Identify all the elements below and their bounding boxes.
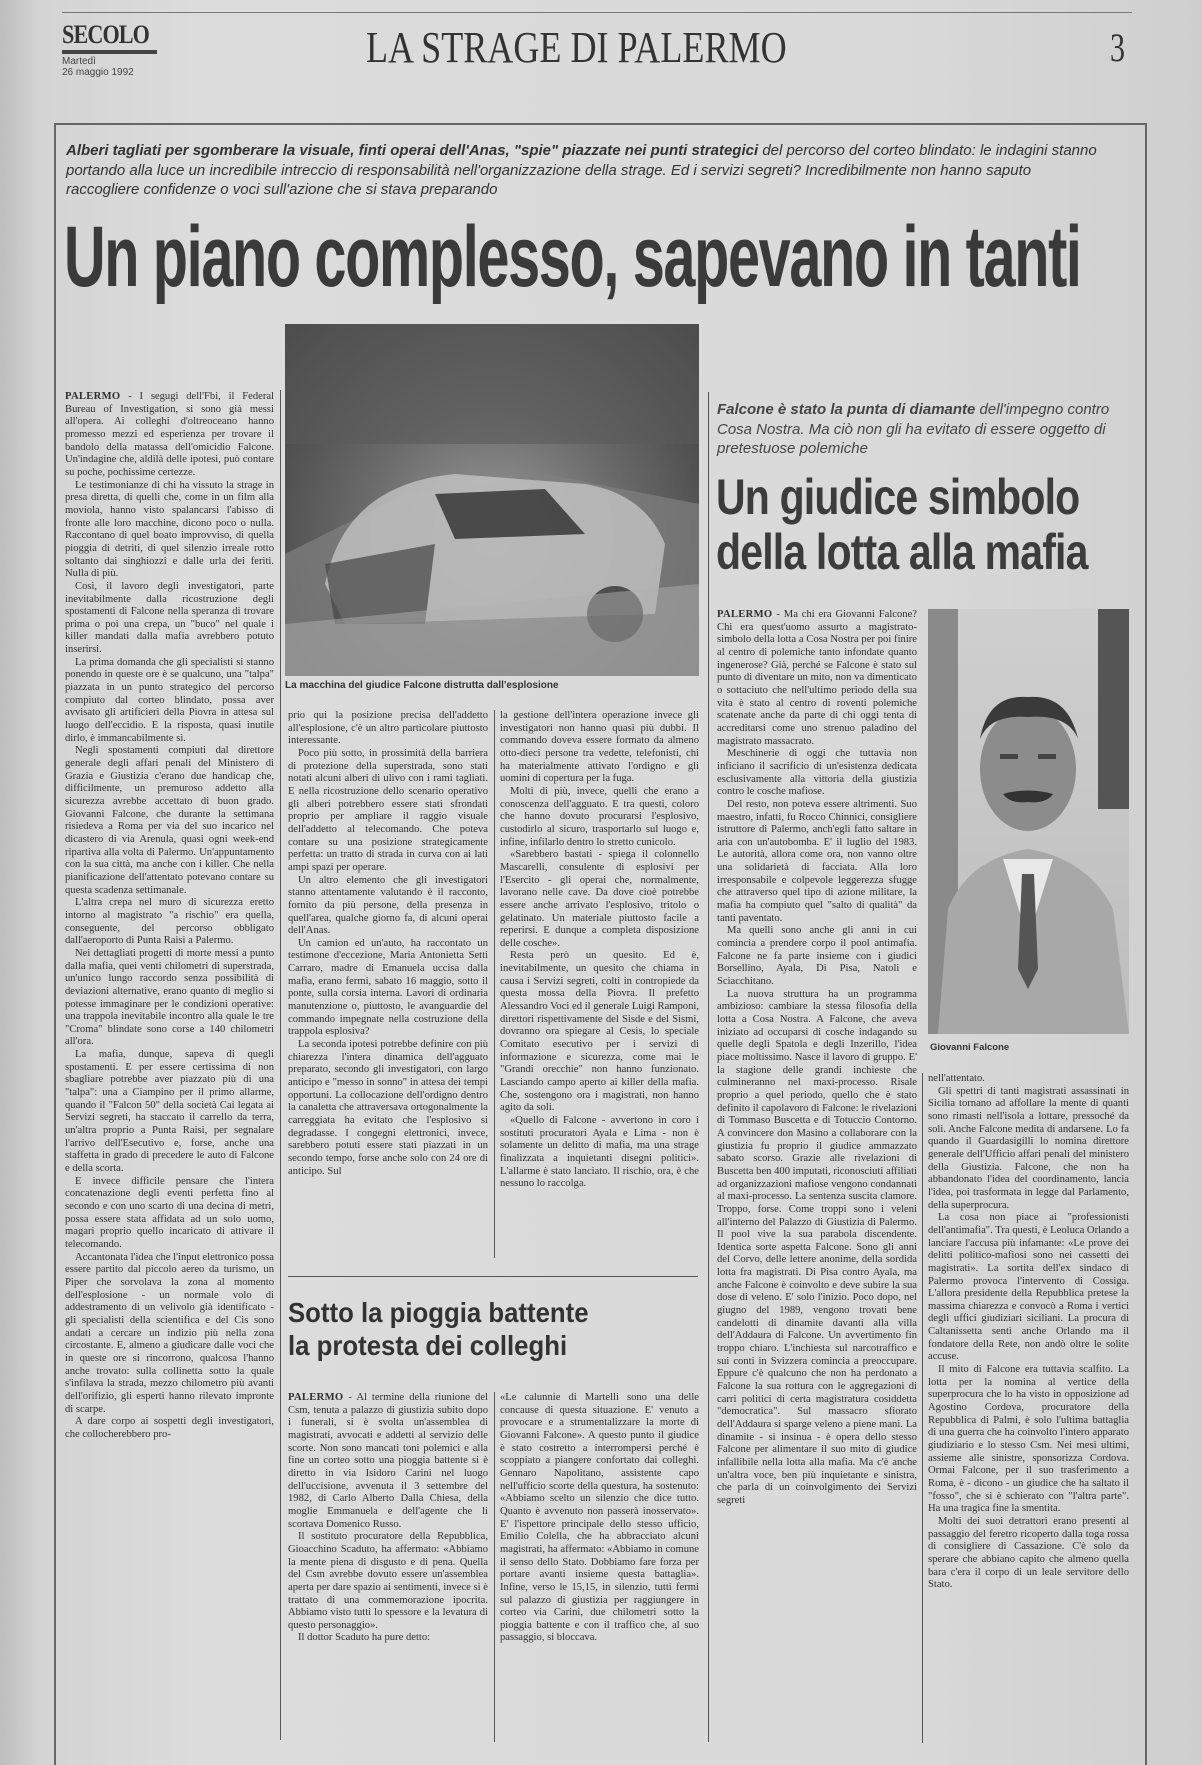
column-rule	[494, 1392, 495, 1742]
main-deck	[66, 141, 1106, 200]
section-rule	[288, 1276, 698, 1277]
wrecked-car-image	[285, 324, 699, 676]
paragraph: prio qui la posizione precisa dell'addetto all'esplosione, c'è un altro particolare piuttosto interessante.	[288, 710, 488, 747]
profile-headline	[716, 470, 1088, 580]
dateline: PALERMO	[65, 391, 121, 402]
headline-line: della lotta alla mafia	[716, 524, 1088, 580]
profile-article-column-2	[928, 1073, 1129, 1743]
paragraph: La mafia, dunque, sapeva di quegli spostamenti. E per essere certissima di non sbagliare potrebbe aver piazzato più di una "talpa": una a Ciampino per il primo allarme, quando il "Falcon 50" della società Cai legata ai Servizi segreti, ha staccato il carrello da terra, un'altra proprio a Punta Raisi, per segnalare l'arrivo dell'Esecutivo e, forse, anche una staffetta in grado di precedere le auto di Falcone e della scorta.	[65, 1049, 274, 1175]
paragraph: Molti di più, invece, quelli che erano a conoscenza dell'agguato. E tra questi, coloro che hanno dovuto procurarsi l'esplosivo, custodirlo al sicuro, trasportarlo sul luogo e, infine, infilarlo dentro lo stretto cunicolo.	[500, 785, 699, 848]
car-photo-caption: La macchina del giudice Falcone distrutta dall'esplosione	[285, 680, 559, 691]
paragraph: La seconda ipotesi potrebbe definire con più chiarezza l'intera dinamica dell'agguato preparato, secondo gli investigatori, con largo anticipo e "messo in sonno" in attesa dei tempi opportuni. La collocazione dell'ordigno dentro la canaletta che attraversava ortogonalmente la carreggiata ha evitato che l'esplosivo si degradasse. I congegni elettronici, invece, sarebbero potuti essere stati piazzati in un secondo tempo, forse anche solo con 24 ore di anticipo. Sul	[288, 1039, 488, 1177]
paragraph: A dare corpo ai sospetti degli investigatori, che collocherebbero pro-	[65, 1416, 274, 1440]
deck-regular: del percorso del corteo blindato: le indagini stanno portando alla luce un incredibile intreccio di responsabilità nell'organizzazione della strage. Ed i servizi segreti? Incredibilmente non hanno saputo raccogliere confidenze o voci sull'azione che si stava preparando	[66, 142, 1097, 198]
paragraph: - Ma chi era Giovanni Falcone? Chi era quest'uomo assurto a magistrato-simbolo della lotta a Cosa Nostra per poi finire al centro di polemiche tanto infondate quanto ingenerose? Già, perché se Falcone è stato sul punto di diventare un mito, non va dimenticato o sottaciuto che nell'ultimo periodo della sua vita è stato al centro di roventi polemiche scatenate anche da parte di chi oggi tenta di accreditarsi come uno strenuo paladino del magistrato massacrato.	[717, 609, 917, 747]
falcone-portrait-photo	[928, 609, 1129, 1034]
paragraph: Meschinerie di oggi che tuttavia non inficiano il sacrificio di un'esistenza dedicata esclusivamente alla vittoria della giustizia contro le cosche mafiose.	[717, 748, 917, 798]
main-article-column-3	[500, 710, 699, 1260]
paragraph: Gli spettri di tanti magistrati assassinati in Sicilia tornano ad affollare la mente di quanti sono rimasti nell'isola a lottare, pressoché da soli. Anche Falcone medita di andarsene. Lo fa quando il Guardasigilli lo nomina direttore generale dell'Ufficio affari penali del ministero della Giustizia. Falcone, che non ha abbandonato l'idea del coordinamento, lancia l'idea, poi trasformata in legge dal Parlamento, della superprocura.	[928, 1085, 1129, 1211]
paragraph: La prima domanda che gli specialisti si stanno ponendo in queste ore è se qualcuno, una "talpa" piazzata in un punto strategico del percorso compiuto dal corteo blindato, possa aver avvisato gli artificieri della Piovra in attesa sul luogo dell'eccidio. E la risposta, quasi inutile dirlo, è immancabilmente sì.	[65, 656, 274, 744]
column-rule	[280, 390, 281, 1740]
paragraph: nell'attentato.	[928, 1073, 985, 1084]
paragraph: Un altro elemento che gli investigatori stanno attentamente valutando è il racconto, fornito da più persone, della presenza in quell'area, qualche giorno fa, di alcuni operai dell'Anas.	[288, 874, 488, 937]
paragraph: E invece difficile pensare che l'intera concatenazione degli eventi perfetta fino al secondo e con uno scarto di una decina di metri, possa essere stata affidata ad un solo uomo, magari proprio quello incaricato di attivare il telecomando.	[65, 1175, 274, 1250]
paragraph: Il sostituto procuratore della Repubblica, Gioacchino Scaduto, ha affermato: «Abbiamo la mente piena di disgusto e di pena. Quella del Csm avrebbe dovuto essere un'assemblea aperta per dare spazio ai sentimenti, invece si è trattato di una commemorazione ipocrita. Abbiamo visto tutti lo spessore e la levatura di questo personaggio».	[288, 1531, 488, 1631]
dateline: PALERMO	[717, 609, 773, 620]
paragraph: Il dottor Scaduto ha pure detto:	[298, 1632, 431, 1644]
column-rule	[494, 710, 495, 1258]
falcone-portrait-image	[928, 609, 1129, 1034]
deck-bold: Falcone è stato la punta di diamante	[717, 401, 976, 418]
masthead-bar	[62, 50, 157, 54]
protest-article-column-2	[500, 1392, 699, 1742]
issue-weekday: Martedì	[62, 56, 96, 67]
paragraph: Del resto, non poteva essere altrimenti. Suo maestro, infatti, fu Rocco Chinnici, consigliere istruttore di Palermo, anch'egli fatto saltare in aria con un'autobomba. E' il luglio del 1983. Le autorità, allora come ora, non vanno oltre una solidarietà di facciata. Alla loro irresponsabile e colpevole leggerezza sfugge che attraverso quel tipo di azione militare, la mafia ha compiuto quel "salto di qualità" da tanti paventato.	[717, 798, 917, 924]
top-rule	[62, 12, 1132, 13]
column-rule	[922, 1073, 923, 1743]
paragraph: Molti dei suoi detrattori erano presenti al passaggio del feretro ricoperto dalla toga rossa di consigliere di Cassazione. C'è solo da sperare che abbiano capito che almeno quella bara c'era il corpo di un leale servitore dello Stato.	[928, 1515, 1129, 1591]
profile-article-column-1	[717, 609, 917, 1744]
page-number: 3	[1110, 25, 1125, 70]
column-rule	[708, 392, 709, 1742]
paragraph: Poco più sotto, in prossimità della barriera di protezione della superstrada, sono stati notati alcuni alberi di ulivo con i rami tagliati. E nella ricostruzione dello scenario operativo gli alberi potrebbero essere stati sfrondati proprio per ampliare il raggio visuale dell'addetto al telecomando. Che poteva contare su una posizione strategicamente perfetta: un tratto di strada in curva con ai lati ampi spazi per operare.	[288, 747, 488, 873]
portrait-caption: Giovanni Falcone	[930, 1042, 1010, 1053]
section-title: LA STRAGE DI PALERMO	[366, 23, 787, 72]
issue-date	[62, 56, 134, 78]
paragraph: - I segugi dell'Fbi, il Federal Bureau of Investigation, si sono già messi all'opera. Ai colleghi d'oltreoceano hanno promesso mezzi ed esperienza per trovare il bandolo della matassa dell'omicidio Falcone. Un'indagine che, aldilà delle ipotesi, può contare su poche, pochissime certezze.	[65, 391, 274, 478]
protest-article-column-1	[288, 1392, 488, 1742]
paragraph: Ma quelli sono anche gli anni in cui comincia a prendere corpo il pool antimafia. Falcone ne fa parte insieme con i giudici Borsellino, Ayala, Di Pisa, Natoli e Sciacchitano.	[717, 925, 917, 988]
paragraph: Un camion ed un'auto, ha raccontato un testimone d'eccezione, Maria Antonietta Setti Carraro, madre di Emanuela uccisa dalla mafia, erano fermi, sabato 16 maggio, sotto il ponte, sulla corsia interna. Lavori di ordinaria manutenzione o, piuttosto, le avanguardie del commando impegnate nella costruzione della trappola esplosiva?	[288, 937, 488, 1038]
newspaper-masthead: SECOLO	[62, 20, 150, 49]
dateline: PALERMO	[288, 1392, 344, 1403]
paragraph: L'altra crepa nel muro di sicurezza eretto intorno al magistrato "a rischio" era quella, conseguente, del percorso obbligato dall'aeroporto di Punta Raisi a Palermo.	[65, 897, 274, 947]
deck-regular: dell'impegno contro Cosa Nostra. Ma ciò non gli ha evitato di essere oggetto di pretestuose polemiche	[717, 401, 1110, 457]
paragraph: «Le calunnie di Martelli sono una delle concause di questa situazione. E' venuto a provocare e a strumentalizzare la morte di Giovanni Falcone». A questo punto il giudice è stato costretto a interrompersi perché è scoppiato a piangere confortato dai colleghi. Gennaro Napolitano, assistente capo nell'ufficio scorte della questura, ha sostenuto: «Abbiamo scelto un silenzio che dice tutto. Quanto è avvenuto non passerà inosservato». E' l'ispettore principale dello stesso ufficio, Emilio Colella, che ha abbracciato alcuni magistrati, ha affermato: «Abbiamo in comune il senso dello Stato. Dobbiamo fare forza per portare avanti insieme questa battaglia». Infine, verso le 15,15, in silenzio, tutti fermi sul palazzo di giustizia per raggiungere in corteo via Carini, due chilometri sotto la pioggia battente e con il traffico che, al suo passaggio, si bloccava.	[500, 1392, 699, 1644]
issue-date-text: 26 maggio 1992	[62, 67, 134, 78]
paragraph: Le testimonianze di chi ha vissuto la strage in presa diretta, di quelli che, come in un film alla moviola, hanno visto spalancarsi l'abisso di fronte alle loro macchine, dicono poco o nulla. Raccontano di quel boato improvviso, di quella pioggia di detriti, di quel silenzio irreale rotto soltanto dai singhiozzi e dalle urla dei feriti. Nulla di più.	[65, 479, 274, 580]
paragraph: - Al termine della riunione del Csm, tenuta a palazzo di giustizia subito dopo i funerali, si è svolta un'assemblea di magistrati, avvocati e addetti al servizio delle scorte. Non sono mancati toni polemici e alla fine un corteo sotto una pioggia battente si è diretto in via Isidoro Carini nel luogo dell'uccisione, avvenuta il 3 settembre del 1982, di Carlo Alberto Dalla Chiesa, della moglie Emmanuela e dell'agente che li scortava Domenico Russo.	[288, 1392, 488, 1530]
wrecked-car-photo	[285, 324, 699, 676]
protest-headline	[288, 1296, 589, 1362]
deck-bold: Alberi tagliati per sgomberare la visuale, finti operai dell'Anas, "spie" piazzate nei punti strategici	[66, 142, 759, 159]
paragraph: La nuova struttura ha un programma ambizioso: cambiare la stessa filosofia della lotta a Cosa Nostra. A Falcone, che aveva iniziato ad occuparsi di cosche indagando su quelle degli Spatola e degli Inzerillo, l'idea piace moltissimo. Nasce il lavoro di gruppo. E' la stagione delle grandi inchieste che culmineranno nel maxi-processo. Risale proprio a quel periodo, quello che è stato definito il capolavoro di Falcone: le rivelazioni di Tommaso Buscetta e di Totuccio Contorno. A convincere don Masino a collaborare con la giustizia fu proprio il giudice ammazzato sabato scorso. Grazie alle rivelazioni di Buscetta ben 400 imputati, riconosciuti affiliati ad organizzazioni mafiose vengono condannati al maxi-processo. La sentenza suscita clamore. Troppo, forse. Come troppi sono i veleni all'interno del Palazzo di Giustizia di Palermo. Il pool vive la sua parabola discendente. Identica sorte aspetta Falcone. Sono gli anni del Corvo, delle lettere anonime, della sordida lotta fra magistrati. Di Pisa contro Ayala, ma anche Falcone è coinvolto e deve subire la sua dose di veleno. E' solo l'inizio. Poco dopo, nel giugno del 1989, vengono trovati bene candelotti di dinamite davanti alla villa dell'Addaura di Falcone. Un avvertimento fin troppo chiaro. L'inchiesta sul narcotraffico e sui conti in Svizzera comincia a preoccupare. Eppure c'è qualcuno che non ha perdonato a Falcone la sua rottura con le aggregazioni di carri politici di certa magistratura cosiddetta "democratica". Sul massacro sfiorato dell'Addaura si sparge veleno a piene mani. La dinamite - si insinua - è opera dello stesso Falcone per alimentare il suo mito di giudice infallibile nella lotta alla mafia. Ma c'è anche un'altra voce, ben più inquietante e sinistra, che parla di un coinvolgimento dei Servizi segreti	[717, 988, 917, 1506]
headline-line: Un giudice simbolo	[716, 469, 1080, 525]
profile-deck	[717, 400, 1117, 459]
paragraph: Il mito di Falcone era tuttavia scalfito. La lotta per la nomina al vertice della superprocura che lo ha visto in opposizione ad Agostino Cordova, procuratore della Repubblica di Palmi, è solo l'ultima battaglia di una guerra che ha coinvolto l'intero apparato giudiziario e lo stesso Csm. Nei mesi ultimi, assieme alle sinistre, sponsorizza Cordova. Ormai Falcone, per il suo trasferimento a Roma, è - dicono - un giudice che ha saltato il "fosso", che si è schierato con "l'altra parte". Ha una tragica fine la smentita.	[928, 1364, 1129, 1515]
paragraph: La cosa non piace ai "professionisti dell'antimafia". Tra questi, è Leoluca Orlando a lanciare l'accusa più infamante: «Le prove dei delitti politico-mafiosi sono nei cassetti dei magistrati». La sortita dell'ex sindaco di Palermo provoca l'intervento di Cossiga. L'allora presidente della Repubblica pretese la massima chiarezza e convocò a Roma i vertici degli uffici giudiziari siciliani. La procura di Caltanissetta sentì anche Orlando ma il fondatore della Rete, non andò oltre le solite accuse.	[928, 1212, 1129, 1363]
main-headline: Un piano complesso, sapevano in tanti	[64, 209, 1081, 305]
paragraph: «Quello di Falcone - avvertono in coro i sostituti procuratori Ayala e Lima - non è solamente un delitto di mafia, ma una strage finalizzata a inquietanti disegni politici». L'allarme è stato lanciato. Il rischio, ora, è che nessuno lo raccolga.	[500, 1115, 699, 1190]
main-article-column-2	[288, 710, 488, 1260]
paragraph: Nei dettagliati progetti di morte messi a punto dalla mafia, quei venti chilometri di superstrada, un'unico lungo raccordo senza possibilità di deviazioni alternative, erano quanto di meglio si potesse immaginare per le condizioni operative: una trappola inevitabile incontro alla quale le tre "Croma" blindate sono corse a 140 chilometri all'ora.	[65, 947, 274, 1048]
main-article-column-1	[65, 391, 274, 1741]
paragraph: la gestione dell'intera operazione invece gli investigatori non hanno quasi più dubbi. Il commando doveva essere formato da almeno otto-dieci persone tra vedette, telefonisti, chi ha materialmente attivato l'ordigno e gli uomini di copertura per la fuga.	[500, 710, 699, 785]
headline-line: Sotto la pioggia battente	[288, 1297, 589, 1328]
paragraph: Negli spostamenti compiuti dal direttore generale degli affari penali del Ministero di Grazia e Giustizia c'erano due handicap che, difficilmente, un premuroso addetto alla sicurezza avrebbe accettato di buon grado. Giovanni Falcone, che durante la settimana risiedeva a Roma per via del suo incarico nel dicastero di via Arenula, quasi ogni week-end ripartiva alla volta di Palermo. Un'appuntamento con la sua città, ma anche con i killer. Che nella pianificazione dell'attentato potevano contare su questa scadenza settimanale.	[65, 745, 274, 896]
paragraph: Così, il lavoro degli investigatori, parte inevitabilmente dalla ricostruzione degli spostamenti di Falcone nella speranza di trovare prima o poi una crepa, un "buco" nel quale i killer mandati dalla mafia avrebbero potuto inserirsi.	[65, 580, 274, 656]
paragraph: Accantonata l'idea che l'input elettronico possa essere partito dal piccolo aereo da turismo, un Piper che sorvolava la zona al momento dell'esplosione - un normale volo di addestramento di un velivolo già identificato - gli specialisti della scientifica e del Cis sono andati a cercare un indizio più nella zona circostante. E, almeno a giudicare dalle voci che in queste ore si rincorrono, qualcosa l'hanno anche trovato: sulla collinetta sotto la quale s'infilava la strada, mezzo chilometro più avanti dell'orifizio, gli esperti hanno rilevato impronte di scarpe.	[65, 1251, 274, 1415]
headline-line: la protesta dei colleghi	[288, 1330, 568, 1361]
paragraph: «Sarebbero bastati - spiega il colonnello Mascarelli, consulente di esplosivi per l'Esercito - gli operai che, normalmente, lavorano nelle cave. Da dove cioè potrebbe essere anche arrivato l'esplosivo, tritolo o gelatinato. Un materiale piuttosto facile a reperirsi. E dunque a completa disposizione delle cosche».	[500, 849, 699, 949]
paragraph: Resta però un quesito. Ed è, inevitabilmente, un quesito che chiama in causa i Servizi segreti, colti in contropiede da questa mossa della Piovra. Il prefetto Alessandro Voci ed il generale Luigi Ramponi, direttori rispettivamente del Sisde e del Sismi, dovranno ora spiegare al Cesis, lo speciale Comitato esecutivo per i servizi di informazione e sicurezza, come mai le "Grandi orecchie" non hanno funzionato. Lasciando campo aperto ai killer della mafia. Che, sostengono ora i magistrati, non hanno agito da soli.	[500, 950, 699, 1114]
